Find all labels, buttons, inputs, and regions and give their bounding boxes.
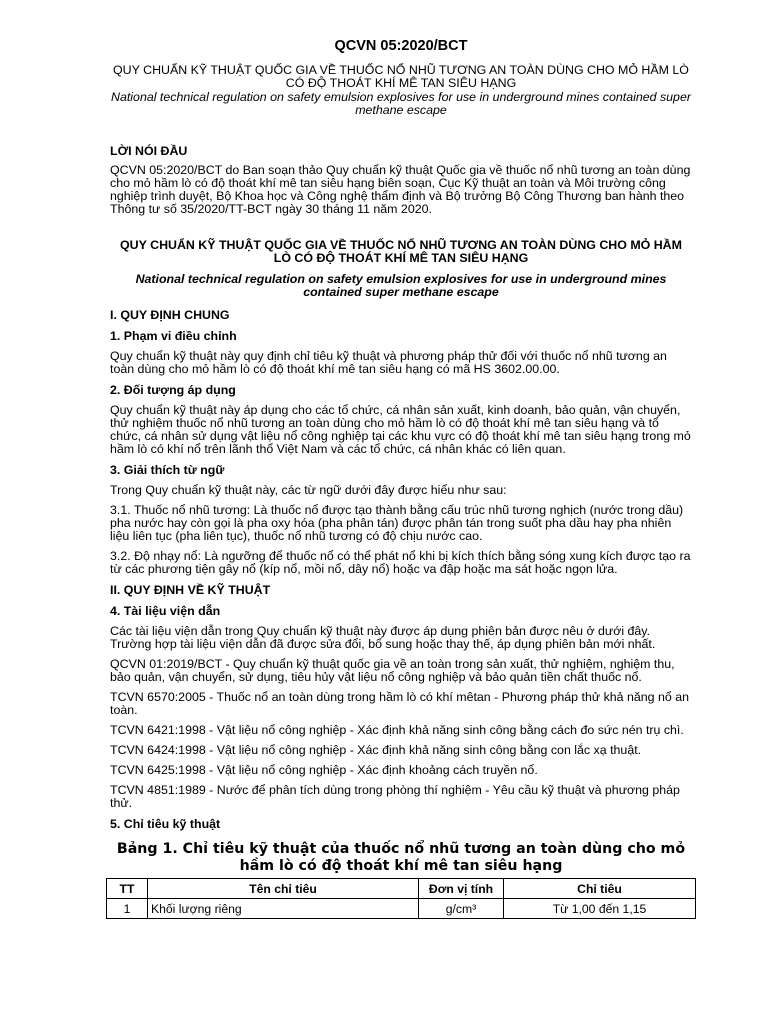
table-header-row	[107, 879, 696, 899]
section1-text: Quy chuẩn kỹ thuật này quy định chỉ tiêu kỹ thuật và phương pháp thử đối với thuốc nổ nhũ tương an toàn dùng cho mỏ hầm lò có độ thoát khí mê tan siêu hạng có mã HS 3602.00.00.	[110, 349, 667, 376]
section3-heading: 3. Giải thích từ ngữ	[110, 463, 225, 477]
section3-intro: Trong Quy chuẩn kỹ thuật này, các từ ngữ dưới đây được hiểu như sau:	[110, 483, 507, 497]
reference-item: QCVN 01:2019/BCT - Quy chuẩn kỹ thuật quốc gia về an toàn trong sản xuất, thử nghiệm, nghiệm thu, bảo quản, vận chuyển, sử dụng, tiêu hủy vật liệu nổ công nghiệp và bảo quản tiền chất thuốc nổ.	[110, 657, 675, 684]
part2-heading: II. QUY ĐỊNH VỀ KỸ THUẬT	[110, 583, 271, 597]
document-title-vi: QUY CHUẨN KỸ THUẬT QUỐC GIA VỀ THUỐC NỔ NHŨ TƯƠNG AN TOÀN DÙNG CHO MỎ HẦM LÒ CÓ ĐỘ THOÁT KHÍ MÊ TAN SIÊU HẠNG	[113, 63, 689, 90]
col-header-value: Chỉ tiêu	[504, 879, 696, 899]
section2-text: Quy chuẩn kỹ thuật này áp dụng cho các tổ chức, cá nhân sản xuất, kinh doanh, bảo quản, vận chuyển, thử nghiệm thuốc nổ nhũ tương an toàn dùng cho mỏ hầm lò có độ thoát khí mê tan siêu hạng và tổ chức, cá nhân sử dụng vật liệu nổ công nghiệp tại các khu vực có độ thoát khí mê tan siêu hạng trong mỏ hầm lò có khí nổ trên lãnh thổ Việt Nam và các tổ chức, cá nhân khác có liên quan.	[110, 403, 691, 456]
definition-3-1: 3.1. Thuốc nổ nhũ tương: Là thuốc nổ được tạo thành bằng cấu trúc nhũ tương nghịch (nước trong dầu) pha nước hay còn gọi là pha oxy hóa (pha phân tán) được phân tán trong suốt pha dầu hay pha nhiên liệu liên tục (pha liên tục), thuốc nổ nhũ tương có độ chịu nước cao.	[110, 503, 684, 543]
foreword-text: QCVN 05:2020/BCT do Ban soạn thảo Quy chuẩn kỹ thuật Quốc gia về thuốc nổ nhũ tương an toàn dùng cho mỏ hầm lò có độ thoát khí mê tan siêu hạng biên soạn, Cục Kỹ thuật an toàn và Môi trường công nghiệp trình duyệt, Bộ Khoa học và Công nghệ thẩm định và Bộ trưởng Bộ Công Thương ban hành theo Thông tư số 35/2020/TT-BCT ngày 30 tháng 11 năm 2020.	[110, 163, 691, 216]
cell-name: Khối lượng riêng	[148, 899, 419, 919]
reference-item: TCVN 4851:1989 - Nước để phân tích dùng trong phòng thí nghiệm - Yêu cầu kỹ thuật và phương pháp thử.	[110, 783, 680, 810]
col-header-tt: TT	[107, 879, 148, 899]
cell-value: Từ 1,00 đến 1,15	[504, 899, 696, 919]
table-title: Bảng 1. Chỉ tiêu kỹ thuật của thuốc nổ nhũ tương an toàn dùng cho mỏ hầm lò có độ thoát khí mê tan siêu hạng	[116, 841, 686, 874]
part1-heading: I. QUY ĐỊNH CHUNG	[110, 308, 230, 322]
document-code: QCVN 05:2020/BCT	[334, 38, 468, 54]
spec-table	[106, 878, 696, 919]
document-title-en: National technical regulation on safety emulsion explosives for use in underground mines contained super methane escape	[111, 90, 691, 117]
main-title-en: National technical regulation on safety emulsion explosives for use in underground mines contained super methane escape	[135, 272, 667, 299]
foreword-heading: LỜI NÓI ĐẦU	[110, 144, 188, 158]
cell-tt: 1	[107, 899, 148, 919]
reference-item: TCVN 6570:2005 - Thuốc nổ an toàn dùng trong hầm lò có khí mêtan - Phương pháp thử khả năng nổ an toàn.	[110, 690, 690, 717]
col-header-unit: Đơn vị tính	[419, 879, 504, 899]
reference-item: TCVN 6424:1998 - Vật liệu nổ công nghiệp - Xác định khả năng sinh công bằng con lắc xạ thuật.	[110, 743, 642, 757]
reference-item: TCVN 6421:1998 - Vật liệu nổ công nghiệp - Xác định khả năng sinh công bằng cách đo sức nén trụ chì.	[110, 723, 684, 737]
section5-heading: 5. Chỉ tiêu kỹ thuật	[110, 817, 221, 831]
table-row	[107, 899, 696, 919]
section2-heading: 2. Đối tượng áp dụng	[110, 383, 236, 397]
reference-item: TCVN 6425:1998 - Vật liệu nổ công nghiệp - Xác định khoảng cách truyền nổ.	[110, 763, 538, 777]
cell-unit: g/cm³	[419, 899, 504, 919]
main-title-vi: QUY CHUẨN KỸ THUẬT QUỐC GIA VỀ THUỐC NỔ NHŨ TƯƠNG AN TOÀN DÙNG CHO MỎ HẦM LÒ CÓ ĐỘ THOÁT KHÍ MÊ TAN SIÊU HẠNG	[120, 238, 682, 265]
section4-intro: Các tài liệu viện dẫn trong Quy chuẩn kỹ thuật này được áp dụng phiên bản được nêu ở dưới đây. Trường hợp tài liệu viện dẫn đã được sửa đổi, bổ sung hoặc thay thế, áp dụng phiên bản mới nhất.	[110, 624, 656, 651]
definition-3-2: 3.2. Độ nhạy nổ: Là ngưỡng để thuốc nổ có thể phát nổ khi bị kích thích bằng sóng xung kích được tạo ra từ các phương tiện gây nổ (kíp nổ, mồi nổ, dây nổ) hoặc va đập hoặc ma sát hoặc ngọn lửa.	[110, 549, 691, 576]
col-header-name: Tên chỉ tiêu	[148, 879, 419, 899]
section1-heading: 1. Phạm vi điều chỉnh	[110, 329, 237, 343]
section4-heading: 4. Tài liệu viện dẫn	[110, 604, 221, 618]
